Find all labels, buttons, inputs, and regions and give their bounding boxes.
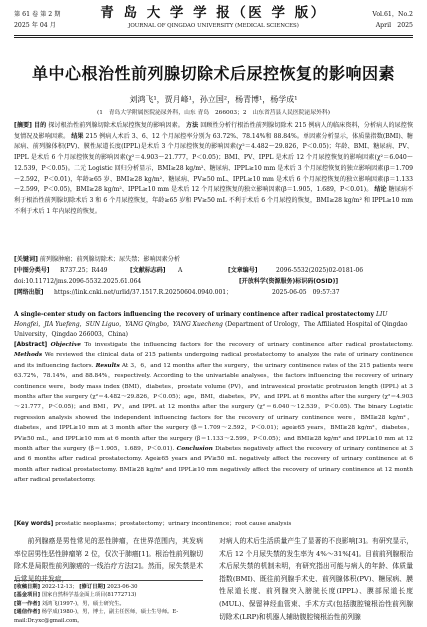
conclusion-tag-en: Conclusion [176, 446, 213, 453]
english-header [14, 310, 413, 340]
fund-label: [基金项目] [14, 592, 41, 599]
footnote-dates [14, 583, 203, 591]
conclusion-en: Diabetes negatively affect the recovery of urinary continence at 3 and 6 months after radical prostatectomy. Age≥65 years and PV≥50 mL negatively affect the recovery of urinary continence at 6 month after radical prostatectomy. BMI≥28 kg/m² and IPPL≥10 mm negatively affect the recovery of urinary continence at 12 month after radical prostatectomy. [14, 446, 414, 484]
header-center [14, 5, 413, 30]
header-rule [14, 35, 413, 36]
journal-header [14, 5, 413, 35]
received-date: 2022-12-13； [41, 584, 78, 590]
paper-title: 单中心根治性前列腺切除术后尿控恢复的影响因素 [31, 64, 395, 83]
journal-name-en: JOURNAL OF QINGDAO UNIVERSITY (MEDICAL SCIENCES) [128, 23, 299, 29]
objective-tag-en: Objective [50, 342, 81, 348]
doi[interactable]: doi:10.11712/jms.2096-5532.2025.61.064 [14, 278, 142, 285]
keywords-cn [14, 254, 413, 263]
volume-issue-en: Vol.61，No.2 [372, 11, 413, 18]
methods-cn: 回顾性分析行根治性前列腺切除术 215 例病人的临床资料，分析病人的尿控恢复情况及影响因素。 [14, 122, 414, 140]
abstract-en-label: [Abstract] [14, 342, 48, 348]
keywords-en-text: prostatic neoplasms；prostatectomy；urinary incontinence；root cause analysis [55, 521, 292, 527]
footnote-first-author [14, 600, 203, 608]
body-paragraph-right: 对病人的术后生活质量产生了显著的不良影响[3]。有研究显示，术后 12 个月尿失禁的发生率为 4%～31%[4]。目前前列腺根治术后尿失禁的机制未明，有研究指出可能与病人的年龄、体质量指数(BMI)、既往前列腺手术史、前列腺体积(PV)、糖尿病、膜性尿道长度、前列腺突入膀胱长度(IPPL)、膜部尿道长度(MUL)、保留神经血管束、手术方式(包括腹腔镜根治性前列腺切除术(LRP)和机器人辅助腹腔镜根治性前列腺 [219, 537, 413, 621]
objective-tag-cn: 目的 [33, 122, 47, 129]
english-authors: LIU Hongfei，JIA Yuefeng，SUN Liguo，YANG Qingbo，YANG Xuecheng [14, 311, 388, 328]
corresponding-text: 杨学成(1980-)，男，博士，副主任医师，硕士生导师。E-mail:Dr.yxc@gmail.com。 [14, 609, 179, 624]
corresponding-label: [通信作者] [14, 609, 41, 616]
article-no-value: 2096-5532(2025)02-0181-06 [276, 267, 364, 274]
meta-row-3 [14, 287, 413, 298]
volume-issue-cn: 第 61 卷 第 2 期 [14, 11, 61, 18]
objective-en: To investigate the influencing factors for the recovery of urinary continence after radical prostatectomy. [84, 342, 413, 348]
online-date: 2025-06-05 09:57:37 [272, 289, 340, 296]
keywords-en-label: [Key words] [14, 521, 54, 527]
abstract-cn [14, 121, 413, 217]
header-rule-thin [14, 37, 413, 38]
methods-en: We reviewed the clinical data of 215 patients undergoing radical prostatectomy to analyze the rate of urinary continence and its influencing factors. [14, 352, 414, 369]
osid-label: [开放科学(资源服务)标识码(OSID)] [239, 278, 339, 285]
date-cn: 2025 年 04 月 [14, 22, 56, 29]
results-cn: 215 例病人术后 3、6、12 个月尿控率分别为 63.72%、78.14%和 88.84%。单因素分析显示，体质量指数(BMI)、糖尿病、前列腺体积(PV)、膜性尿道长度(IPPL)是术后 3 个月尿控恢复的影响因素(χ²＝4.482～29.826，P＜0.05)；年龄、BMI、糖尿病、PV、IPPL 是术后 6 个月尿控恢复的影响因素(χ²＝4.903～21.777，P＜0.05)；BMI、PV、IPPL 是术后 12 个月尿控恢复的影响因素(χ²＝6.040～12.539，P＜0.05)。二元 Logistic 回归分析显示，BMI≥28 kg/m²、糖尿病、IPPL≥10 mm 是术后 3 个月尿控恢复的独立影响因素(β＝1.709～2.592，P＜0.01)，年龄≥65 岁、BMI≥28 kg/m²、糖尿病、PV≥50 mL、IPPL≥10 mm 是术后 6 个月尿控恢复的独立影响因素(β＝1.133～2.599，P＜0.05)，BMI≥28 kg/m²、IPPL≥10 mm 是术后 12 个月尿控恢复的独立影响因素(β＝1.905，1.689，P＜0.01)。 [14, 132, 413, 194]
first-author-label: [第一作者] [14, 600, 41, 607]
revised-label: [修订日期] [79, 584, 106, 590]
online-url[interactable]: https://link.cnki.net/urlid/37.1517.R.20250604.0940.001； [54, 289, 233, 296]
meta-row-2 [14, 276, 413, 287]
doc-code-label: [文献标志码] [130, 267, 166, 274]
results-tag-en: Results [95, 362, 120, 369]
journal-name-cn: 青 岛 大 学 学 报（医 学 版） [100, 5, 327, 21]
abstract-cn-label: [摘要] [14, 122, 32, 129]
keywords-cn-label: [关键词] [14, 256, 38, 263]
date-en: April 2025 [375, 22, 413, 29]
revised-date: 2023-06-30 [106, 584, 138, 590]
received-label: [收稿日期] [14, 584, 41, 590]
meta-row-1 [14, 265, 413, 276]
methods-tag-cn: 方法 [185, 122, 199, 129]
header-right [372, 9, 413, 31]
clc-label: [中图分类号] [14, 267, 50, 274]
footnote-box [14, 580, 203, 625]
clc-value: R737.25；R449 [60, 267, 108, 274]
author-list: 刘鸿飞¹，贾月峰¹，孙立国²，杨青博¹，杨学成¹ [129, 95, 298, 104]
article-meta [14, 265, 413, 298]
footnote-corresponding [14, 608, 203, 625]
online-label: [网络出版] [14, 289, 44, 296]
english-affiliation: (Department of Urology，The Affiliated Hospital of Qingdao University，Qingdao 266003，China) [14, 321, 408, 338]
article-no-label: [文章编号] [228, 267, 258, 274]
keywords-cn-text: 前列腺肿瘤；前列腺切除术；尿失禁；影响因素分析 [39, 256, 180, 263]
footnote-fund [14, 591, 203, 599]
first-author-text: 刘鸿飞(1997-)，男，硕士研究生。 [41, 600, 125, 607]
body-column-left [14, 535, 203, 585]
conclusion-tag-cn: 结论 [374, 186, 387, 194]
results-en: At 3，6，and 12 months after the surgery，the urinary continence rates of the 215 patients were 63.72%，78.14%，and 88.84%，respectively. According to the univariable analyses，the factors influencing the recovery of urinary continence were，body mass index (BMI)，diabetes，prostate volume (PV)，and intravesical prostatic protrusion length (IPPL) at 3 months after the surgery (χ²＝4.482～29.826，P＜0.05)；age，BMI，diabetes，PV，and IPPL at 6 months after the surgery (χ²＝4.903～21.777，P＜0.05)；and BMI，PV，and IPPL at 12 months after the surgery (χ²＝6.040～12.539，P＜0.05). The binary Logistic regression analysis showed the independent influencing factors for the recovery of urinary continence were，BMI≥28 kg/m²，diabetes，and IPPL≥10 mm at 3 month after the surgery (β＝1.709～2.592，P＜0.01)；age≥65 years，BMI≥28 kg/m²，diabetes，PV≥50 mL，and IPPL≥10 mm at 6 month after the surgery (β＝1.133～2.599，P＜0.05)；and BMI≥28 kg/m² and IPPL≥10 mm at 12 month after the surgery (β＝1.905，1.689，P＜0.01). [14, 362, 413, 453]
keywords-en [14, 518, 413, 527]
affiliation: (1 青岛大学附属医院泌尿外科，山东 青岛 266003；2 山东省莒县人民医院泌尿外科) [97, 110, 330, 116]
methods-tag-en: Methods [14, 352, 43, 359]
english-title: A single-center study on factors influencing the recovery of urinary continence after radical prostatectomy [14, 311, 374, 318]
objective-cn: 探讨根治性前列腺切除术后尿控恢复的影响因素。 [48, 122, 184, 129]
body-column-right [219, 535, 413, 623]
doc-code-value: A [178, 267, 183, 274]
body-paragraph-left: 前列腺癌是男性常见的恶性肿瘤，在世界范围内，其发病率位居男性恶性肿瘤第 2 位，仅次于肺癌[1]。根治性前列腺切除术是局限性前列腺癌的一线治疗方法[2]。然而，尿失禁是术后常见的并发症， [14, 537, 203, 583]
conclusion-cn: 糖尿病不利于根治性前列腺切除术后 3 和 6 个月尿控恢复，年龄≥65 岁和 PV≥50 mL 不利于术后 6 个月尿控的恢复，BMI≥28 kg/m² 和 IPPL≥10 mm 不利于术后 1 年内尿控的恢复。 [14, 186, 414, 215]
abstract-en [14, 340, 413, 486]
results-tag-cn: 结果 [71, 132, 84, 140]
fund-text: 国家自然科学基金面上项目(81772713) [41, 592, 137, 599]
